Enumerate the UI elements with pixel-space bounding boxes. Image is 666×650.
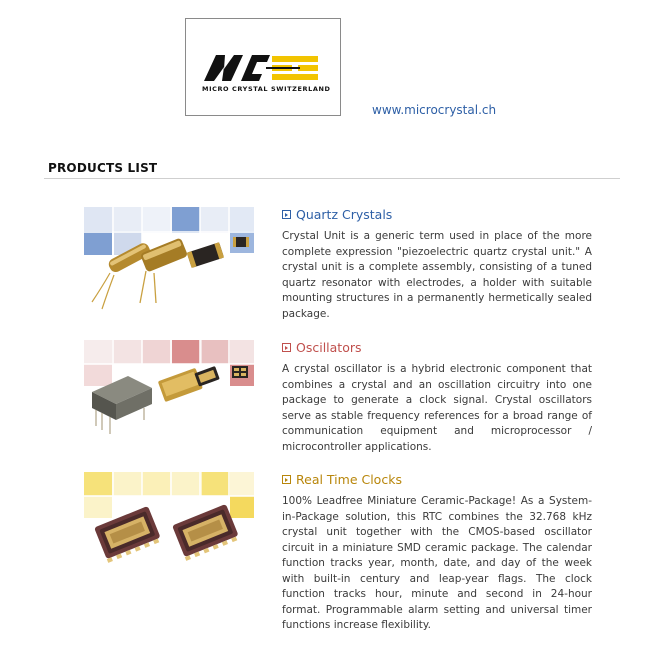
product-description: Crystal Unit is a generic term used in place of the more complete expression "piezoelectric quartz crystal unit." A crystal unit is a complete assembly, consisting of a tuned quartz resonator with electrodes, a holder with suitable mounting structures in a permanently hermetically sealed package. [282, 230, 592, 320]
company-logo [185, 18, 341, 116]
product-title: Real Time Clocks [296, 472, 402, 487]
real-time-clocks-illustration [84, 472, 254, 577]
arrow-bullet-icon [282, 210, 291, 219]
logo-caption: MICRO CRYSTAL SWITZERLAND [202, 85, 331, 93]
arrow-bullet-icon [282, 475, 291, 484]
oscillators-link[interactable] [282, 340, 362, 355]
mc-logo-graphic [186, 19, 342, 117]
quartz-crystals-link[interactable] [282, 207, 392, 222]
arrow-bullet-icon [282, 343, 291, 352]
section-divider [44, 178, 620, 179]
product-title: Quartz Crystals [296, 207, 393, 222]
product-description: A crystal oscillator is a hybrid electronic component that combines a crystal and an oscillation circuitry into one package to generate a clock signal. Crystal oscillators serve as stable frequency references for a broad range of communication equipment and microprocessor / microcontroller applications. [282, 363, 592, 453]
product-title: Oscillators [296, 340, 362, 355]
section-title: PRODUCTS LIST [48, 161, 158, 175]
oscillators-image [84, 340, 254, 445]
product-description: 100% Leadfree Miniature Ceramic-Package! As a System-in-Package solution, this RTC combines the 32.768 kHz crystal unit together with the CMOS-based oscillator circuit in a miniature SMD ceramic package. The calendar function tracks year, month, date, and day of the week with built-in century and leap-year flags. The clock function tracks hour, minute and second in 24-hour format. Programmable alarm setting and universal timer functions increase flexibility. [282, 495, 592, 631]
website-link[interactable]: www.microcrystal.ch [372, 103, 497, 117]
quartz-crystals-image [84, 207, 254, 312]
oscillators-illustration [84, 340, 254, 445]
real-time-clocks-image [84, 472, 254, 577]
quartz-crystals-illustration [84, 207, 254, 312]
real-time-clocks-link[interactable] [282, 472, 402, 487]
